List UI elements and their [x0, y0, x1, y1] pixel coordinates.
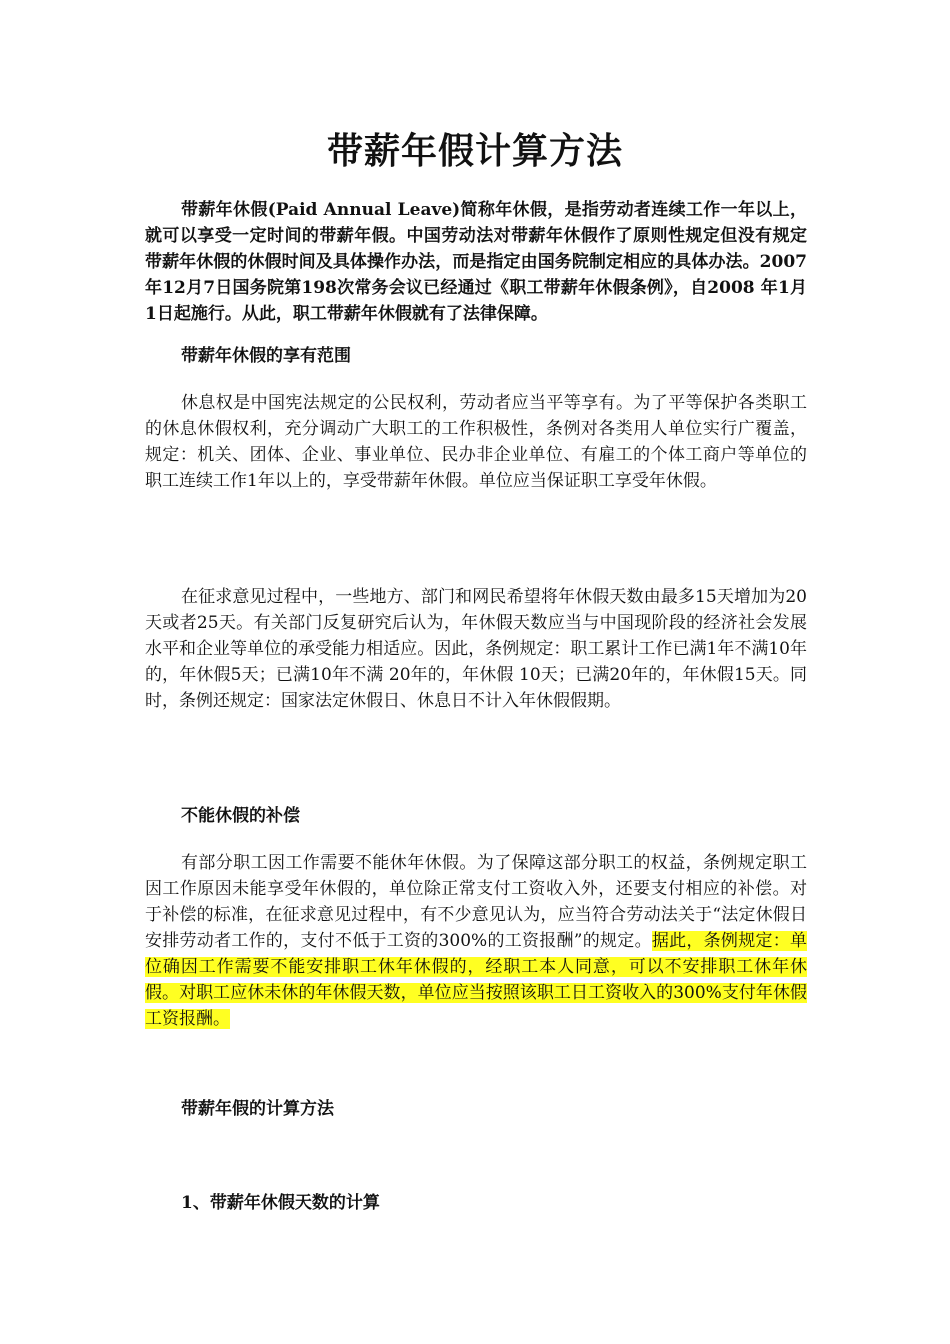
compensation-text: 有部分职工因工作需要不能休年休假。为了保障这部分职工的权益，条例规定职工因工作原因未能享受年休假的，单位除正常支付工资收入外，还要支付相应的补偿。对于补偿的标准，在征求意见过程中，有不少意见认为，应当符合劳动法关于“法定休假日安排劳动者工作的，支付不低于工资的300%的工资报酬”的规定。 — [145, 853, 807, 951]
heading-compensation: 不能休假的补偿 — [181, 806, 300, 826]
heading-method: 带薪年假的计算方法 — [181, 1099, 334, 1119]
paragraph-scope: 休息权是中国宪法规定的公民权利，劳动者应当平等享有。为了平等保护各类职工的休息休假权利，充分调动广大职工的工作积极性，条例对各类用人单位实行广覆盖，规定：机关、团体、企业、事业单位、民办非企业单位、有雇工的个体工商户等单位的职工连续工作1年以上的，享受带薪年休假。单位应当保证职工享受年休假。 — [145, 393, 807, 491]
document-title: 带薪年假计算方法 — [326, 130, 623, 172]
intro-paragraph: 带薪年休假(Paid Annual Leave)简称年休假，是指劳动者连续工作一年以上，就可以享受一定时间的带薪年假。中国劳动法对带薪年休假作了原则性规定但没有规定带薪年休假的休假时间及具体操作办法，而是指定由国务院制定相应的具体办法。2007年12月7日国务院第198次常务会议已经通过《职工带薪年休假条例》，自2008 年1月1日起施行。从此，职工带薪年休假就有了法律保障。 — [145, 200, 807, 324]
highlighted-text: 据此，条例规定：单位确因工作需要不能安排职工休年休假的，经职工本人同意，可以不安排职工休年休假。对职工应休未休的年休假天数，单位应当按照该职工日工资收入的300%支付年休假工资报酬。 — [145, 931, 807, 1029]
subheading-days-calculation: 1、带薪年休假天数的计算 — [181, 1193, 380, 1213]
paragraph-compensation — [145, 850, 807, 1032]
heading-scope: 带薪年休假的享有范围 — [181, 346, 351, 366]
paragraph-days: 在征求意见过程中，一些地方、部门和网民希望将年休假天数由最多15天增加为20天或者25天。有关部门反复研究后认为，年休假天数应当与中国现阶段的经济社会发展水平和企业等单位的承受能力相适应。因此，条例规定：职工累计工作已满1年不满10年的，年休假5天；已满10年不满 20年的，年休假 10天；已满20年的，年休假15天。同时，条例还规定：国家法定休假日、休息日不计入年休假假期。 — [145, 587, 807, 711]
